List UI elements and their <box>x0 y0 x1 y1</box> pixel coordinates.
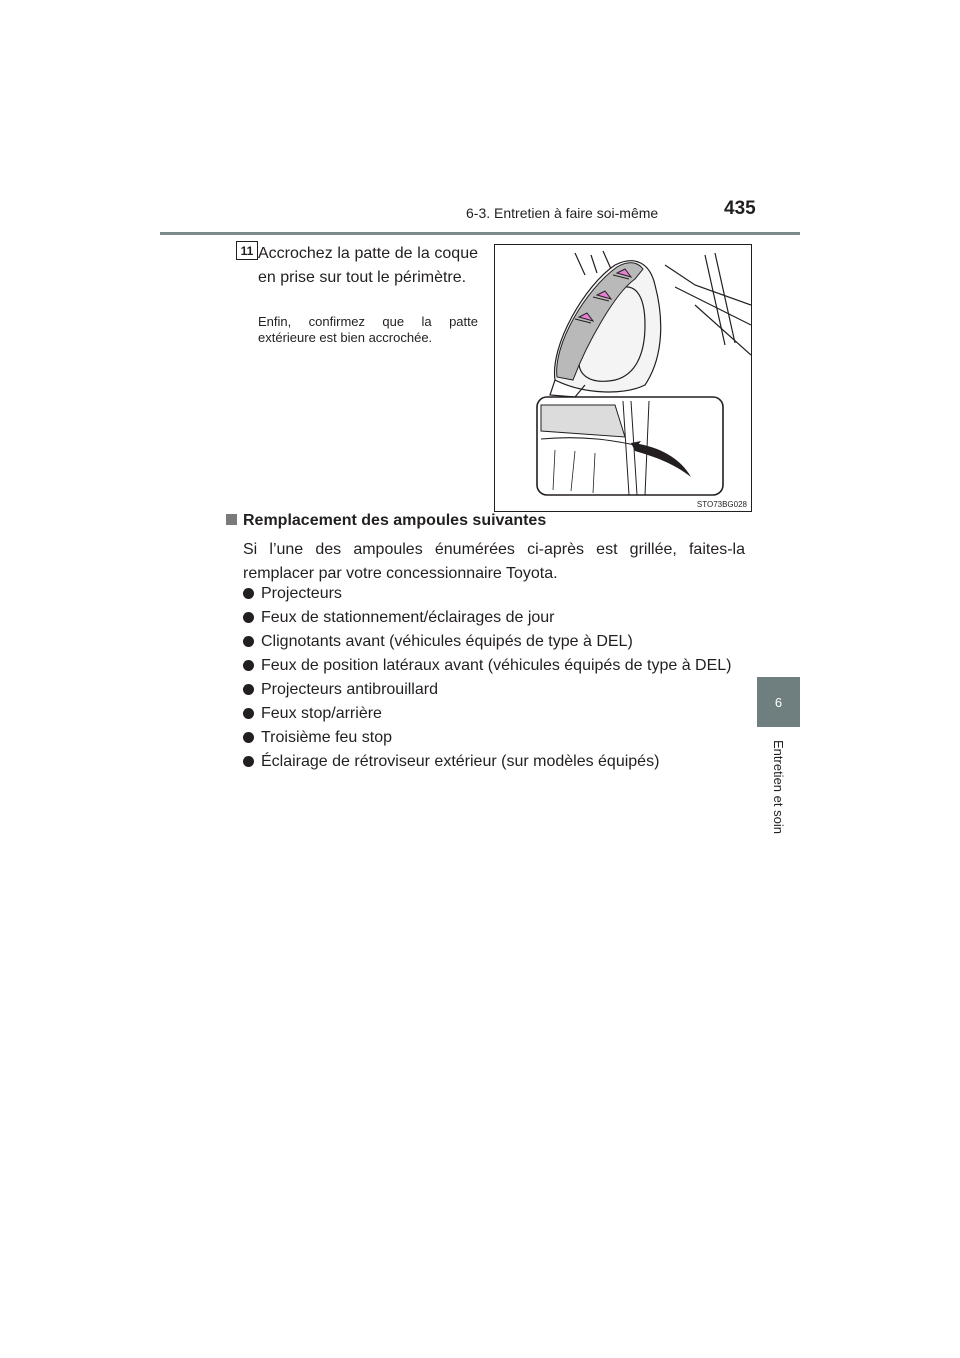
bullet-icon <box>243 732 254 743</box>
bullet-icon <box>243 684 254 695</box>
list-item: Feux stop/arrière <box>243 702 745 726</box>
bullet-icon <box>243 636 254 647</box>
list-item: Éclairage de rétroviseur extérieur (sur modèles équipés) <box>243 750 745 774</box>
bulb-list <box>243 582 745 774</box>
header-divider <box>160 232 800 235</box>
mirror-cover-illustration <box>494 244 752 512</box>
bullet-icon <box>243 708 254 719</box>
step-number-badge: 11 <box>236 241 258 260</box>
mirror-drawing <box>495 245 751 511</box>
bullet-icon <box>243 612 254 623</box>
list-item: Feux de position latéraux avant (véhicules équipés de type à DEL) <box>243 654 745 678</box>
header-section-title: 6-3. Entretien à faire soi-même <box>466 205 659 221</box>
step-note: Enfin, confirmez que la patte extérieure est bien accrochée. <box>258 314 478 345</box>
page-number: 435 <box>724 198 756 219</box>
chapter-label-container <box>757 740 800 860</box>
bullet-icon <box>243 660 254 671</box>
chapter-title: Entretien et soin <box>770 740 786 834</box>
list-item: Clignotants avant (véhicules équipés de type à DEL) <box>243 630 745 654</box>
list-item: Troisième feu stop <box>243 726 745 750</box>
bullet-icon <box>243 756 254 767</box>
section-intro: Si l’une des ampoules énumérées ci-après est grillée, faites-la remplacer par votre concessionnaire Toyota. <box>243 541 745 582</box>
list-item: Projecteurs <box>243 582 745 606</box>
chapter-tab <box>757 677 800 727</box>
list-item: Feux de stationnement/éclairages de jour <box>243 606 745 630</box>
list-item: Projecteurs antibrouillard <box>243 678 745 702</box>
step-instruction: Accrochez la patte de la coque en prise sur tout le périmètre. <box>258 245 478 286</box>
figure-code: STO73BG028 <box>696 500 747 509</box>
section-heading <box>226 512 546 530</box>
chapter-number: 6 <box>774 694 783 710</box>
square-bullet-icon <box>226 514 237 525</box>
section-heading-text: Remplacement des ampoules suivantes <box>243 512 547 529</box>
bullet-icon <box>243 588 254 599</box>
